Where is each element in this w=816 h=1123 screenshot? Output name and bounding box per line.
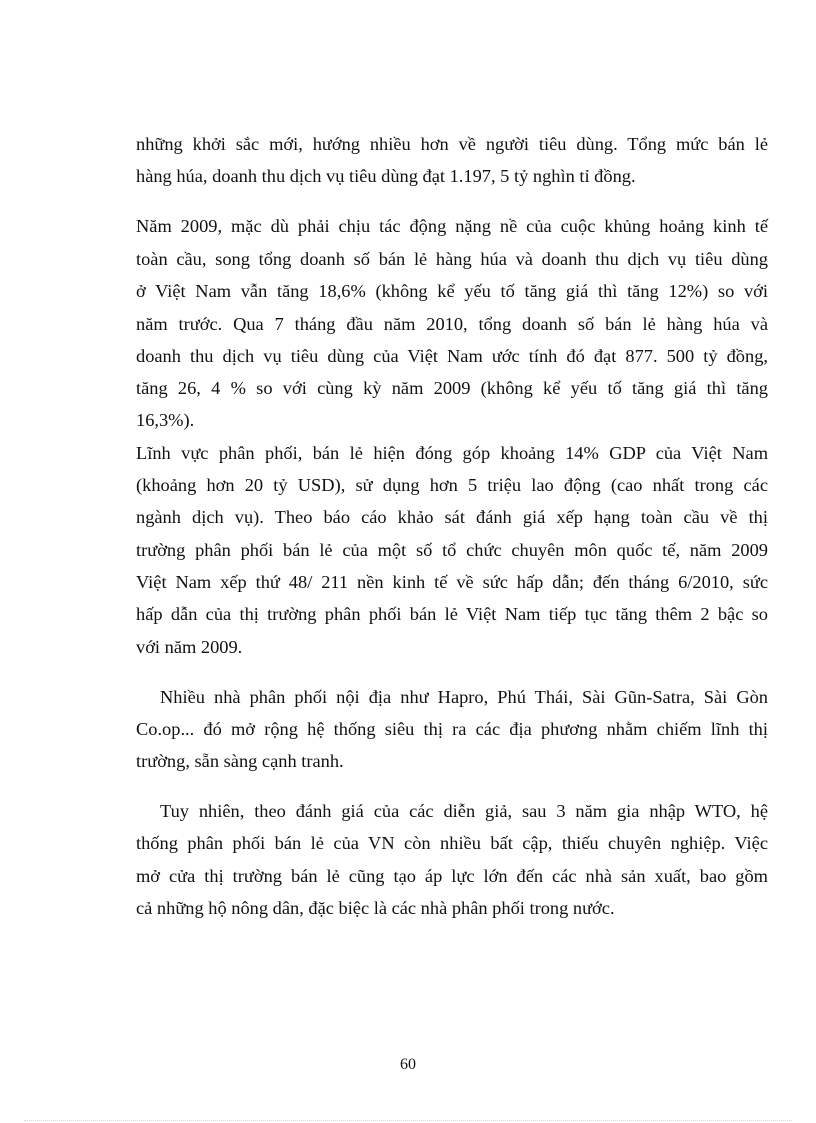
paragraph-line: hàng húa, doanh thu dịch vụ tiêu dùng đạt 1.197, 5 tỷ nghìn tỉ đồng. — [136, 166, 636, 186]
paragraph-line: Nhiều nhà phân phối nội địa như Hapro, Phú Thái, Sài Gũn-Satra, Sài Gòn — [160, 687, 768, 707]
paragraph-line: trường, sẵn sàng cạnh tranh. — [136, 751, 344, 771]
paragraph-line: với năm 2009. — [136, 637, 243, 657]
paragraph-line: doanh thu dịch vụ tiêu dùng của Việt Nam ước tính đó đạt 877. 500 tỷ đồng, — [136, 346, 768, 366]
paragraph-line: 16,3%). — [136, 410, 195, 430]
paragraph-line: Co.op... đó mở rộng hệ thống siêu thị ra các địa phương nhằm chiếm lĩnh thị — [136, 719, 768, 739]
paragraph-line: Lĩnh vực phân phối, bán lẻ hiện đóng góp khoảng 14% GDP của Việt Nam — [136, 443, 768, 463]
paragraph-line: (khoảng hơn 20 tỷ USD), sử dụng hơn 5 triệu lao động (cao nhất trong các — [136, 475, 768, 495]
paragraph-line: hấp dẫn của thị trường phân phối bán lẻ Việt Nam tiếp tục tăng thêm 2 bậc so — [136, 604, 768, 624]
paragraph-line: Tuy nhiên, theo đánh giá của các diễn giả, sau 3 năm gia nhập WTO, hệ — [160, 801, 768, 821]
paragraph-line: toàn cầu, song tổng doanh số bán lẻ hàng húa và doanh thu dịch vụ tiêu dùng — [136, 249, 768, 269]
paragraph-line: thống phân phối bán lẻ của VN còn nhiều bất cập, thiếu chuyên nghiệp. Việc — [136, 833, 768, 853]
paragraph-line: năm trước. Qua 7 tháng đầu năm 2010, tổng doanh số bán lẻ hàng húa và — [136, 314, 768, 334]
page-number: 60 — [400, 1056, 416, 1073]
page-bottom-divider — [24, 1120, 792, 1121]
paragraph-line: Năm 2009, mặc dù phải chịu tác động nặng nề của cuộc khủng hoảng kinh tế — [136, 216, 768, 236]
paragraph-line: ngành dịch vụ). Theo báo cáo khảo sát đánh giá xếp hạng toàn cầu về thị — [136, 507, 768, 527]
paragraph-line: mở cửa thị trường bán lẻ cũng tạo áp lực lớn đến các nhà sản xuất, bao gồm — [136, 866, 768, 886]
paragraph-line: tăng 26, 4 % so với cùng kỳ năm 2009 (không kể yếu tố tăng giá thì tăng — [136, 378, 768, 398]
paragraph-line: Việt Nam xếp thứ 48/ 211 nền kinh tế về sức hấp dẫn; đến tháng 6/2010, sức — [136, 572, 768, 592]
paragraph-line: trường phân phối bán lẻ của một số tổ chức chuyên môn quốc tế, năm 2009 — [136, 540, 768, 560]
paragraph-line: những khởi sắc mới, hướng nhiều hơn về người tiêu dùng. Tổng mức bán lẻ — [136, 134, 768, 154]
paragraph-line: cả những hộ nông dân, đặc biệc là các nhà phân phối trong nước. — [136, 898, 615, 918]
paragraph-line: ở Việt Nam vẫn tăng 18,6% (không kể yếu tố tăng giá thì tăng 12%) so với — [136, 281, 768, 301]
